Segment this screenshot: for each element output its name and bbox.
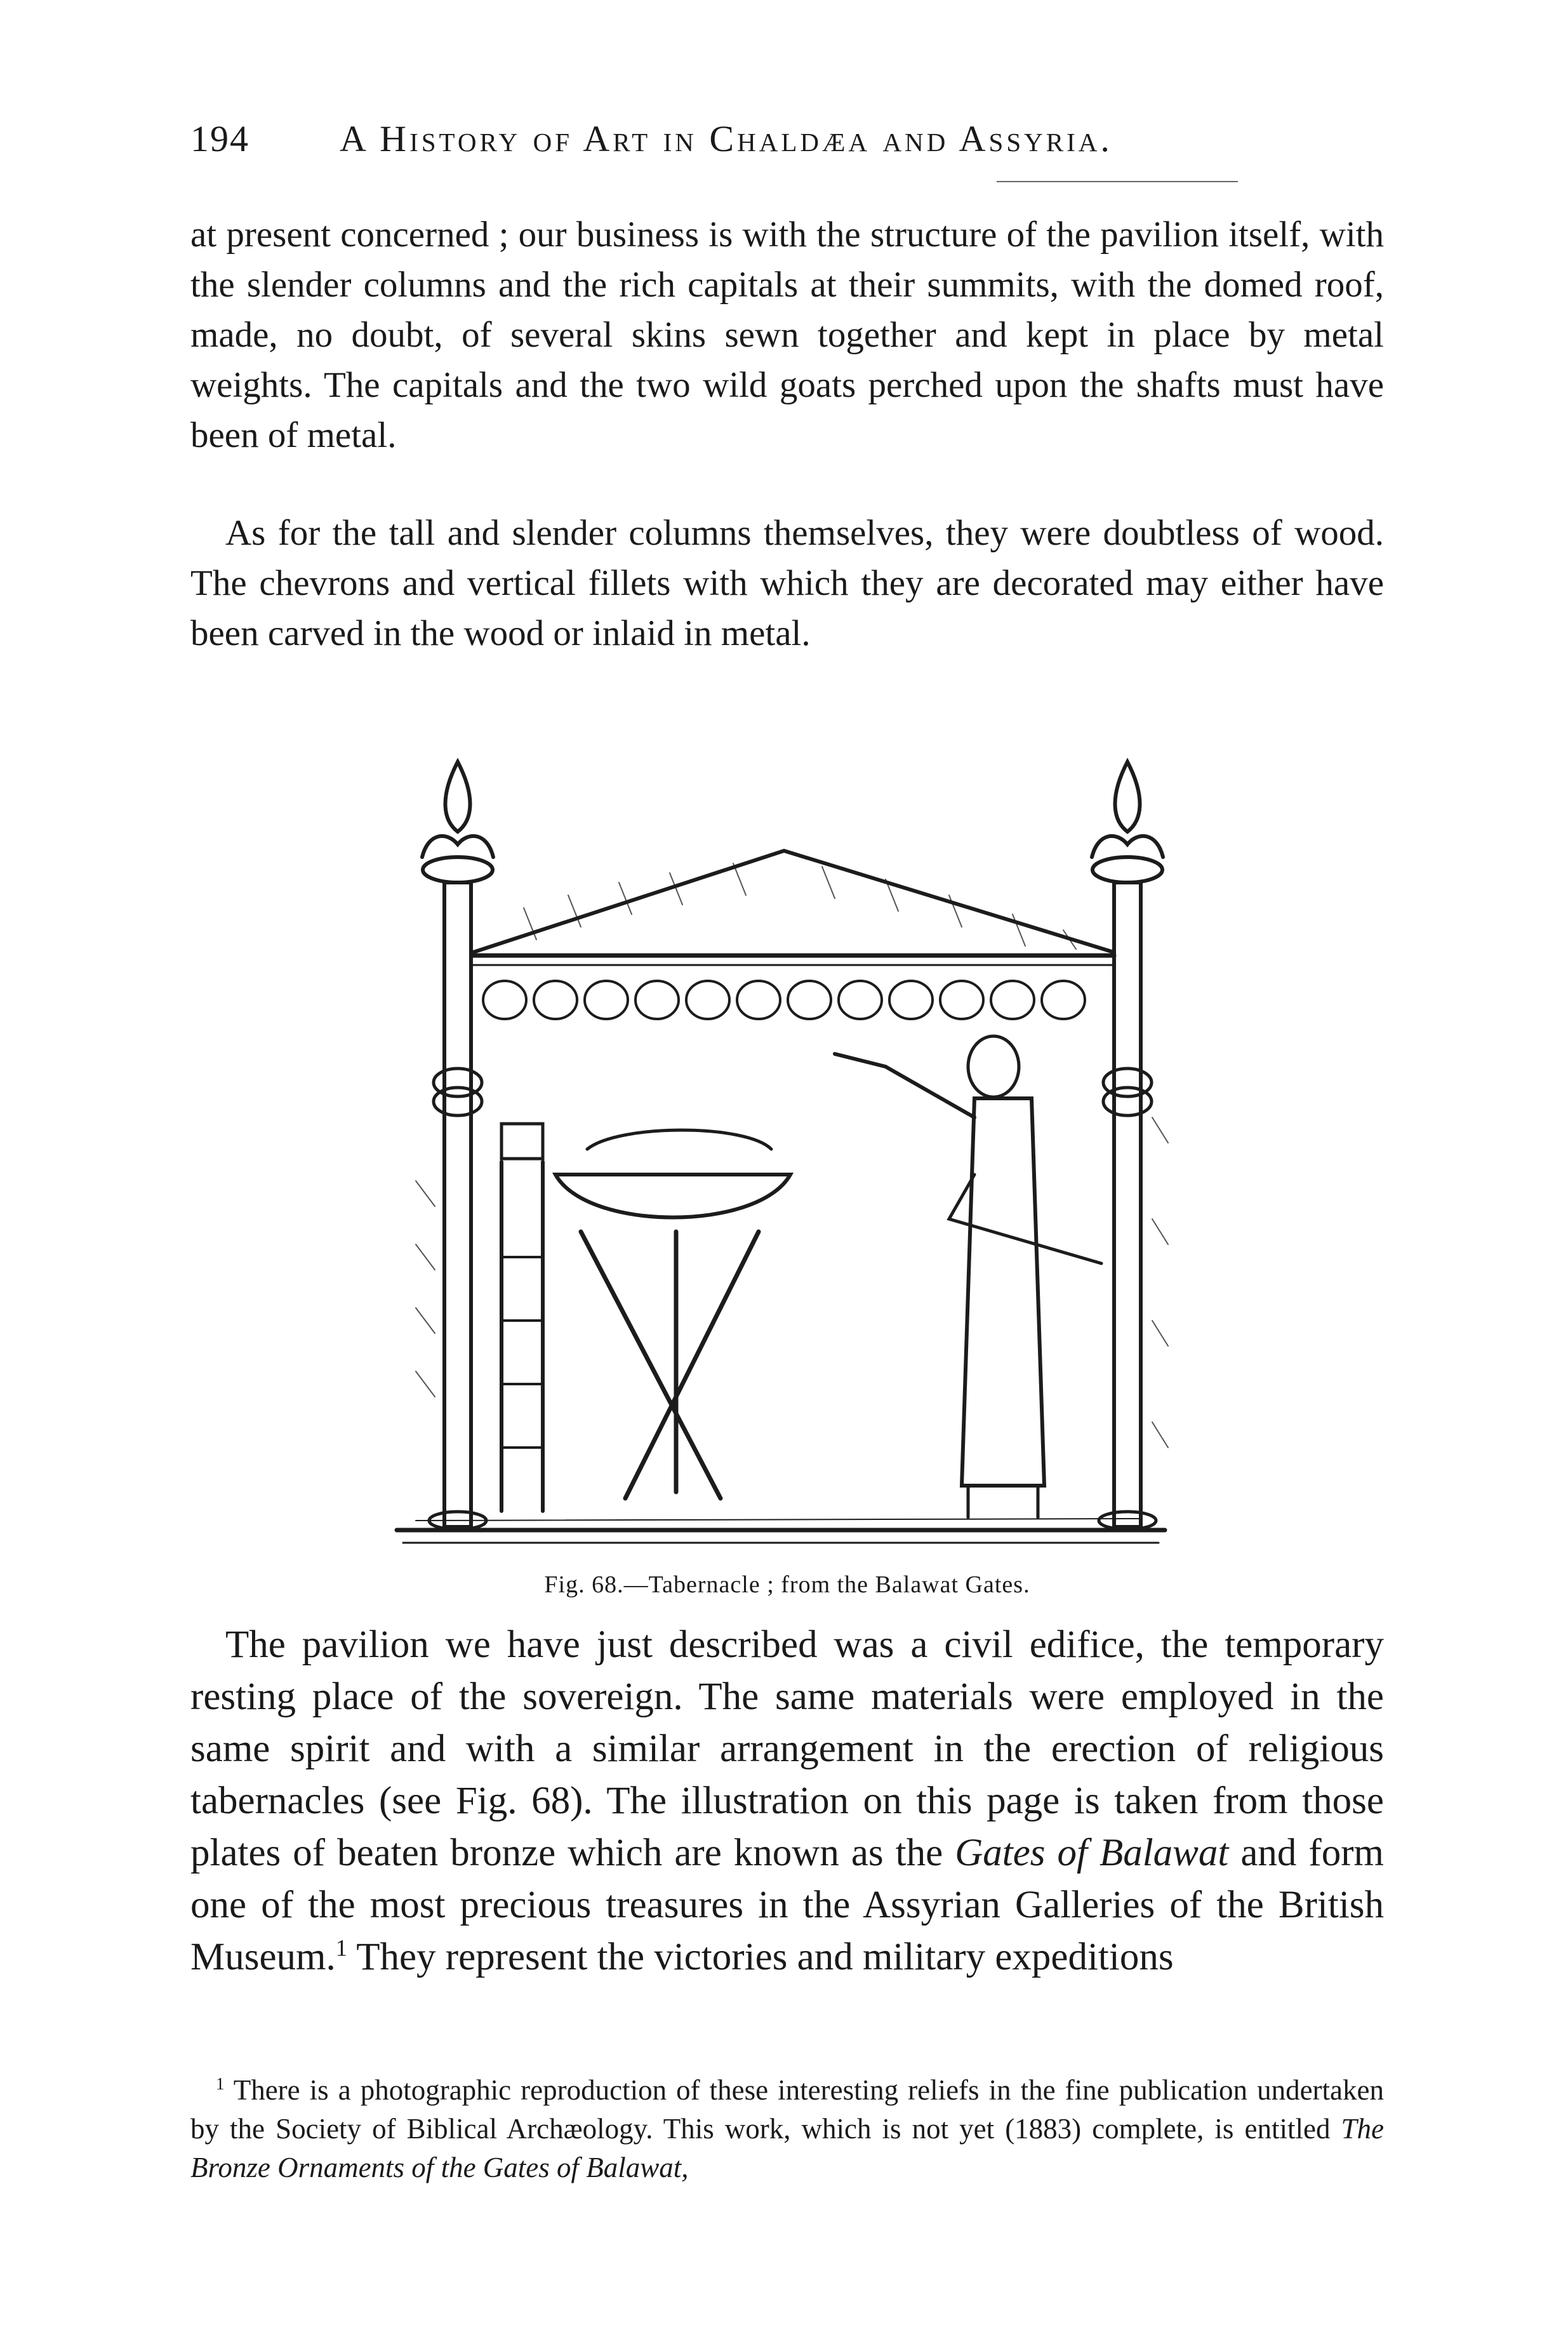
footnote-marker: 1 <box>216 2074 225 2093</box>
footnote <box>190 2071 1384 2187</box>
paragraph-2-text: As for the tall and slender columns themselves, they were doubtless of wood. The chevrons and vertical fillets with which they are decorated may either have been carved in the wood or inlaid in metal. <box>190 513 1384 653</box>
header-rule <box>997 181 1238 182</box>
paragraph-2 <box>190 508 1384 658</box>
paragraph-3-text-a: The pavilion we have just described was a civil edifice, the temporary resting place of the sovereign. The same materials were employed in the same spirit and with a similar arrangement in the erection of religious tabernacles (see Fig. 68). The illustration on this page is taken from those plates of beaten bronze which are known as the <box>190 1623 1384 1874</box>
paragraph-3-italic: Gates of Balawat <box>955 1832 1229 1874</box>
tabernacle-engraving <box>378 736 1178 1555</box>
paragraph-3-text-b: and form one of the most precious treasures in the Assyrian Galleries of the British Museum. <box>190 1832 1384 1978</box>
figure-tabernacle-illustration <box>378 736 1178 1555</box>
page-number: 194 <box>190 118 249 159</box>
paragraph-1: at present concerned ; our business is with the structure of the pavilion itself, with the slender columns and the rich capitals at their summits, with the domed roof, made, no doubt, of several skins sewn together and kept in place by metal weights. The capitals and the two wild goats perched upon the shafts must have been of metal. <box>190 215 1384 455</box>
footnote-italic-title: The Bronze Ornaments of the Gates of Balawat, <box>190 2113 1384 2183</box>
footnote-reference[interactable]: 1 <box>335 1934 348 1961</box>
running-header <box>190 117 1384 168</box>
running-title: A History of Art in Chaldæa and Assyria. <box>340 118 1113 159</box>
figure-caption: Fig. 68.—Tabernacle ; from the Balawat Gates. <box>544 1571 1030 1598</box>
paragraph-3-text-c: They represent the victories and military expeditions <box>347 1936 1174 1978</box>
paragraph-3 <box>190 1619 1384 1983</box>
footnote-text: There is a photographic reproduction of these interesting reliefs in the fine publication undertaken by the Society of Biblical Archæology. This work, which is not yet (1883) complete, is entitled <box>190 2074 1384 2145</box>
